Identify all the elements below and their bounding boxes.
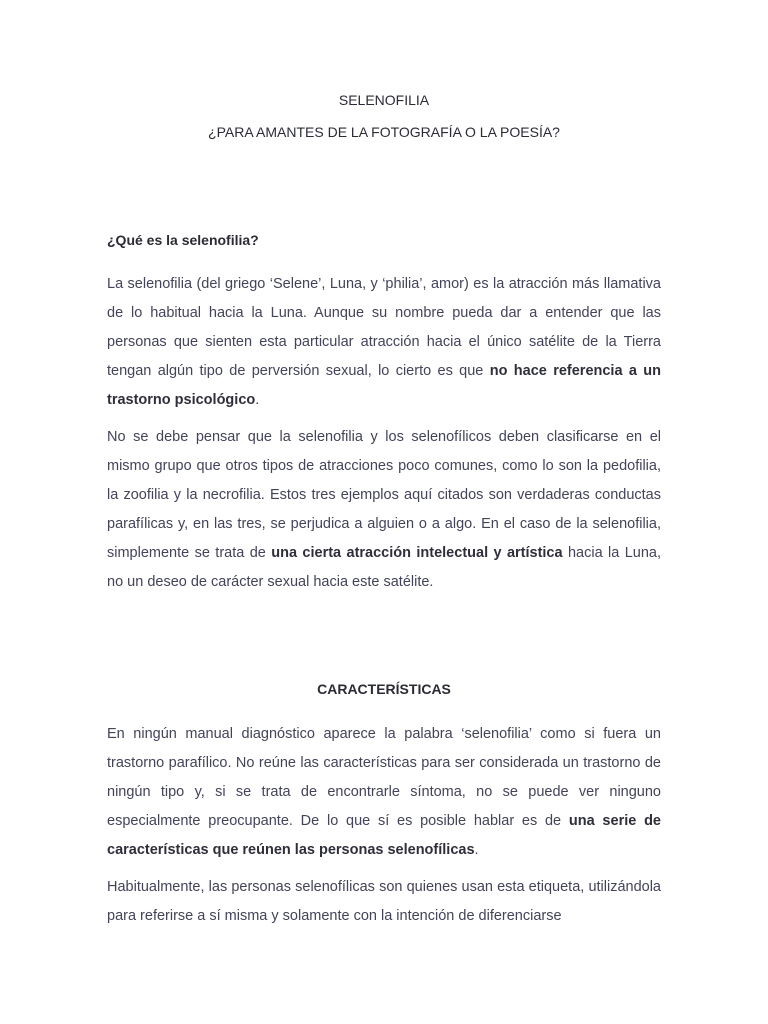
paragraph-text: .	[255, 392, 260, 408]
section-heading-characteristics: CARACTERÍSTICAS	[317, 681, 451, 697]
paragraph-text: No se debe pensar que la selenofilia y los selenofílicos deben clasificarse en el mismo grupo que otros tipos de atracciones poco comunes, como lo son la pedofilia, la zoofilia y la necrofilia. Estos tres ejemplos aquí citados son verdaderas conductas parafílicas y, en las tres, se perjudica a alguien o a algo. En el caso de la selenofilia, simplemente se trata de	[107, 429, 661, 561]
document-title: SELENOFILIA	[338, 92, 430, 108]
paragraph-emphasis: no hace referencia a un trastorno psicológico	[107, 363, 661, 408]
paragraph-habitually: Habitualmente, las personas selenofílicas son quienes usan esta etiqueta, utilizándola para referirse a sí misma y solamente con la intención de diferenciarse	[107, 879, 661, 924]
paragraph-emphasis: una cierta atracción intelectual y artística	[271, 545, 563, 561]
document-subtitle: ¿PARA AMANTES DE LA FOTOGRAFÍA O LA POESÍA?	[208, 124, 560, 140]
paragraph-text: La selenofilia (del griego ‘Selene’, Luna, y ‘philia’, amor) es la atracción más llamativa de lo habitual hacia la Luna. Aunque su nombre pueda dar a entender que las personas que sienten esta particular atracción hacia el único satélite de la Tierra tengan algún tipo de perversión sexual, lo cierto es que	[107, 276, 661, 379]
paragraph-characteristics	[107, 720, 661, 865]
paragraph-definition	[107, 270, 661, 415]
paragraph-comparison	[107, 423, 661, 597]
paragraph-text: En ningún manual diagnóstico aparece la palabra ‘selenofilia’ como si fuera un trastorno parafílico. No reúne las características para ser considerada un trastorno de ningún tipo y, si se trata de encontrarle síntoma, no se puede ver ninguno especialmente preocupante. De lo que sí es posible hablar es de	[107, 726, 661, 829]
paragraph-text: hacia la Luna, no un deseo de carácter sexual hacia este satélite.	[107, 545, 662, 590]
paragraph-text: .	[474, 842, 479, 858]
section-heading-what-is: ¿Qué es la selenofilia?	[107, 232, 259, 248]
paragraph-emphasis: una serie de características que reúnen las personas selenofílicas	[107, 813, 661, 858]
